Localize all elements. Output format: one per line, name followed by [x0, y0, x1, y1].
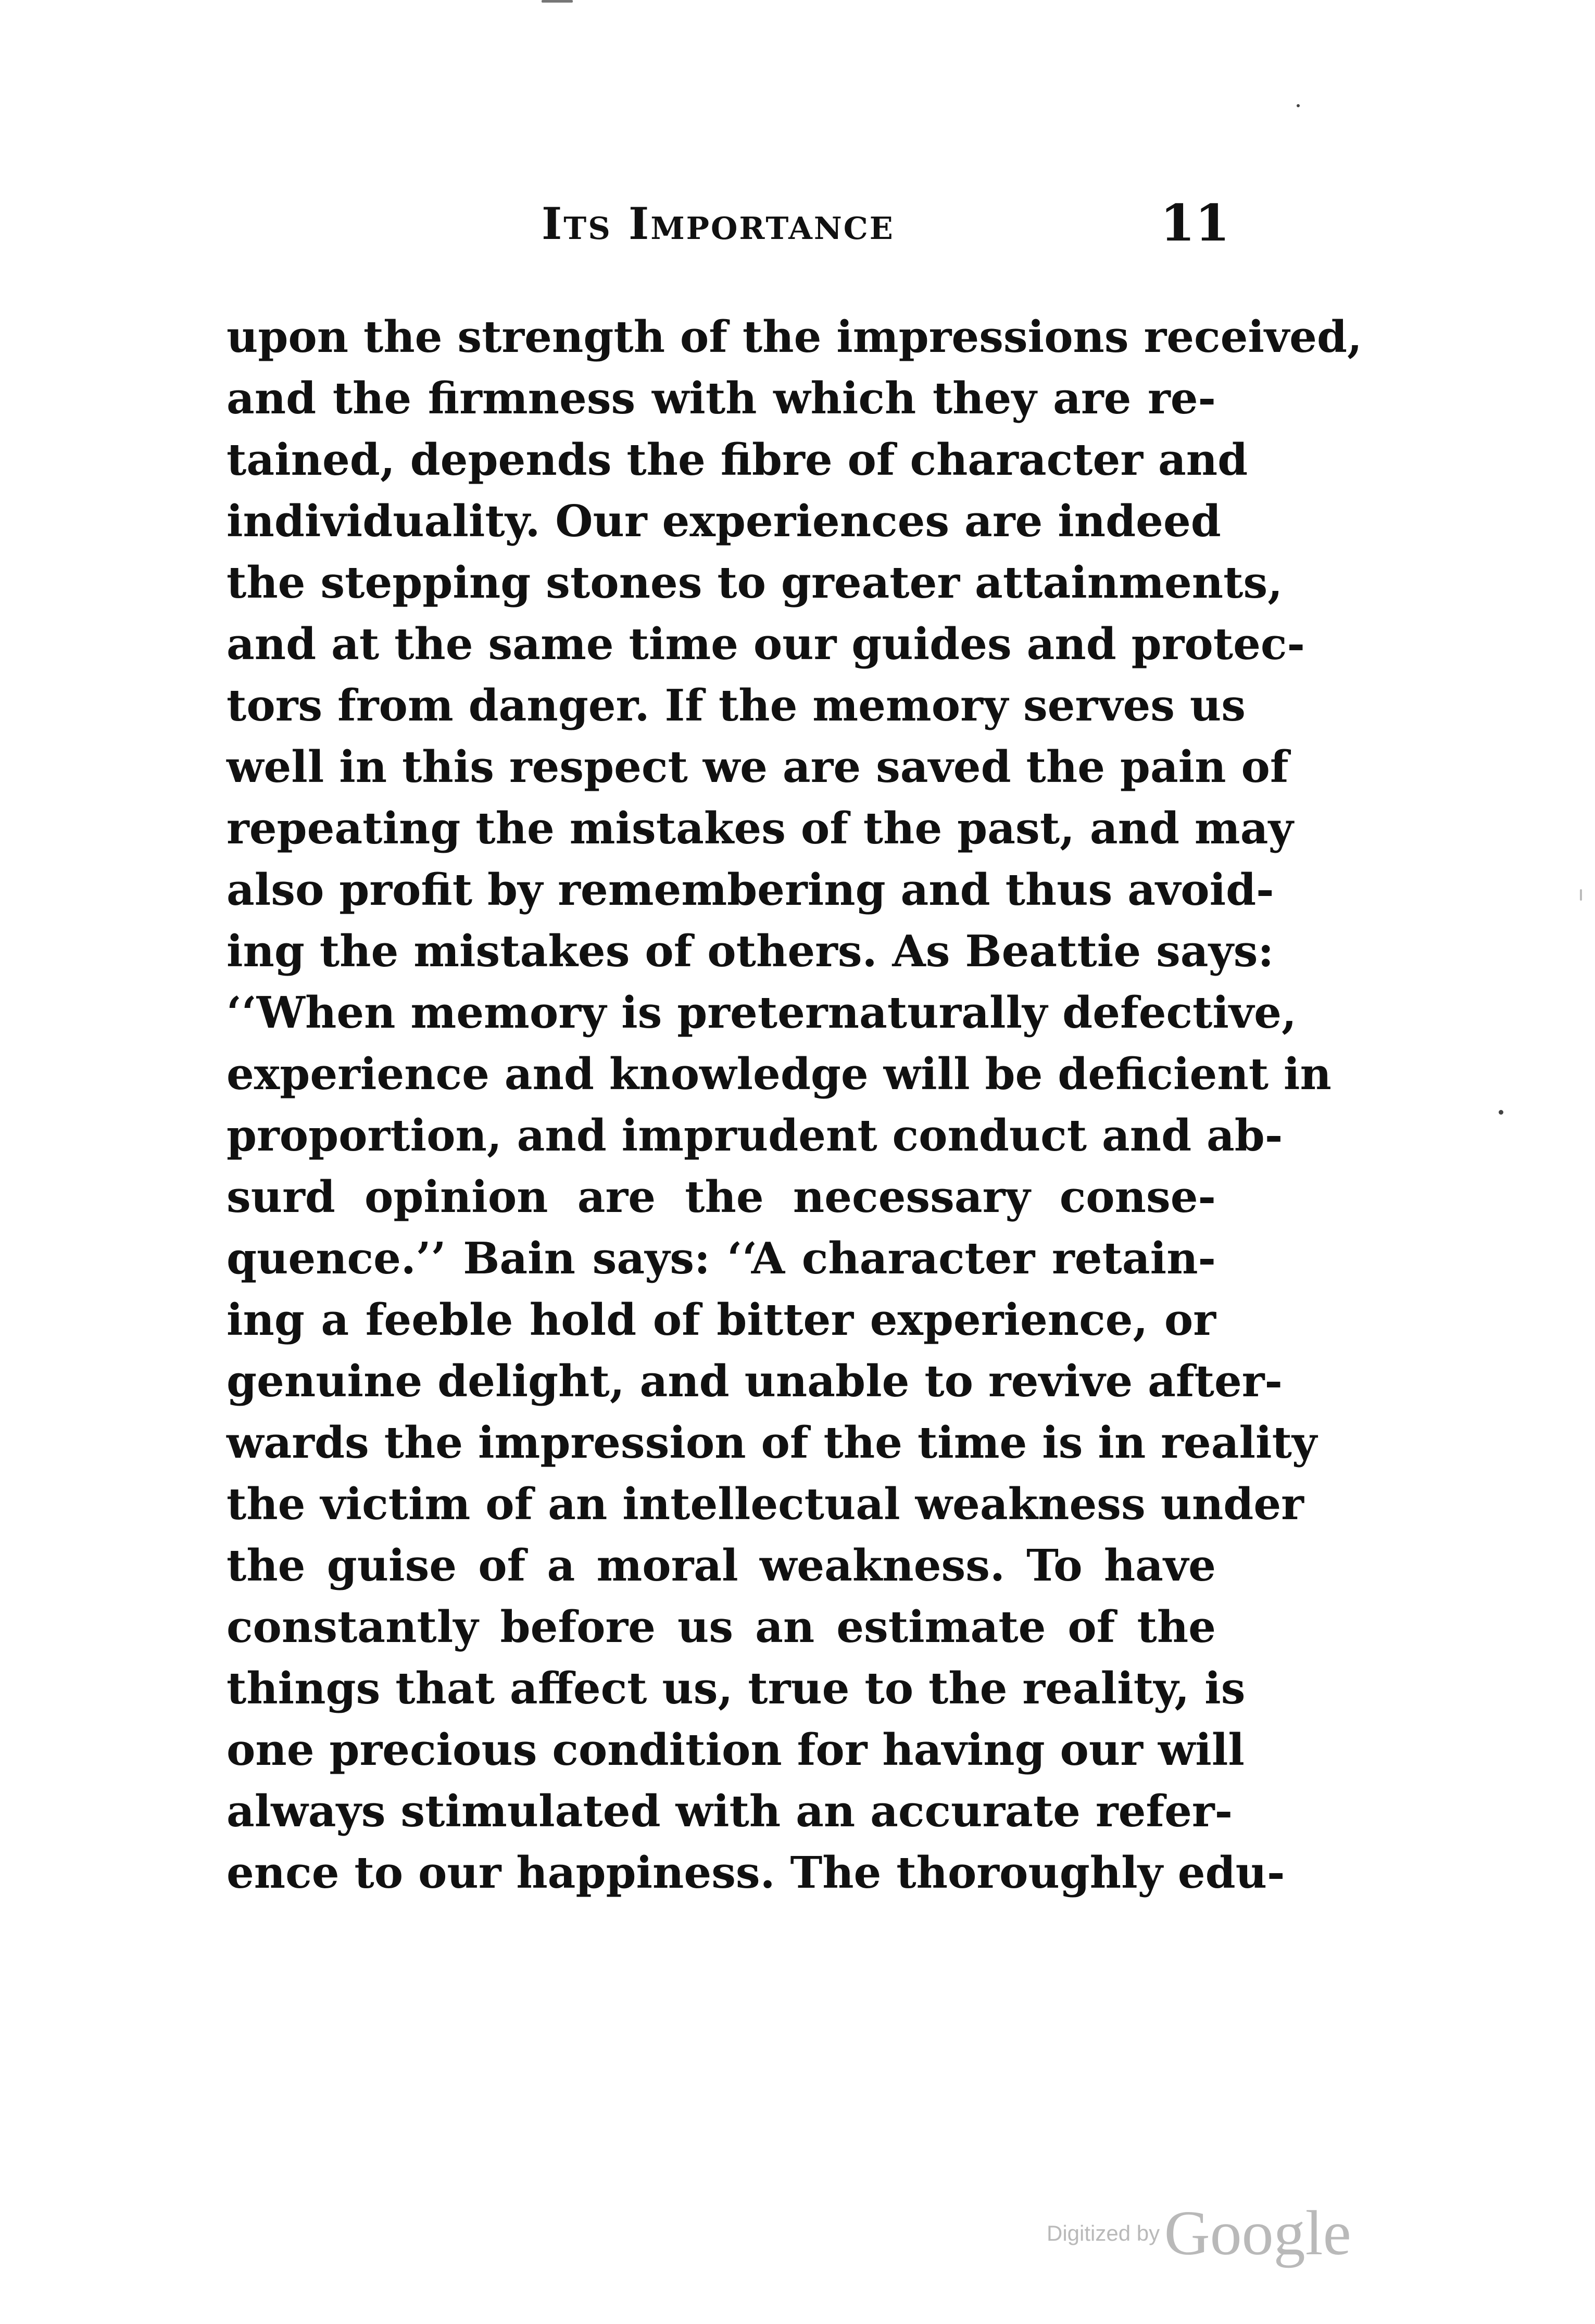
scan-speck: [1499, 1110, 1503, 1115]
text-line: proportion, and imprudent conduct and ab-: [227, 1110, 1283, 1161]
page-number: 11: [1160, 194, 1230, 252]
text-line: genuine delight, and unable to revive after-: [227, 1356, 1283, 1407]
text-line: one precious condition for having our will: [227, 1724, 1245, 1775]
google-logo: Google: [1164, 2198, 1351, 2268]
text-line: and at the same time our guides and protec-: [227, 618, 1305, 670]
text-line: things that affect us, true to the reality, is: [227, 1663, 1246, 1714]
text-line: surd opinion are the necessary conse-: [227, 1171, 1216, 1222]
text-line: tors from danger. If the memory serves us: [227, 680, 1246, 731]
text-line: tained, depends the fibre of character and: [227, 434, 1248, 485]
text-line: ‘‘When memory is preternaturally defective,: [227, 987, 1297, 1038]
text-line: ing the mistakes of others. As Beattie says:: [227, 926, 1274, 977]
text-line: repeating the mistakes of the past, and may: [227, 803, 1293, 854]
text-line: upon the strength of the impressions received,: [227, 311, 1362, 362]
text-line: well in this respect we are saved the pain of: [227, 741, 1289, 792]
text-line: the guise of a moral weakness. To have: [227, 1540, 1216, 1591]
text-line: always stimulated with an accurate refer-: [227, 1786, 1233, 1837]
text-line: wards the impression of the time is in reality: [227, 1417, 1317, 1468]
text-line: constantly before us an estimate of the: [227, 1601, 1216, 1652]
digitized-by-google-watermark: [1047, 2197, 1351, 2270]
body-text: [227, 306, 1362, 1903]
running-head: Its Importance: [542, 198, 895, 249]
text-line: ence to our happiness. The thoroughly edu-: [227, 1847, 1285, 1898]
text-line: the stepping stones to greater attainments,: [227, 557, 1283, 608]
watermark-digitized-label: Digitized by: [1047, 2221, 1160, 2245]
scan-speck: [1580, 889, 1582, 901]
text-line: ing a feeble hold of bitter experience, or: [227, 1294, 1216, 1345]
text-line: quence.’’ Bain says: ‘‘A character retain-: [227, 1233, 1216, 1284]
scan-speck: [542, 0, 573, 3]
text-line: the victim of an intellectual weakness under: [227, 1479, 1304, 1530]
text-line: also profit by remembering and thus avoid-: [227, 864, 1274, 915]
scan-speck: [1297, 104, 1300, 107]
text-line: individuality. Our experiences are indeed: [227, 496, 1221, 547]
text-line: and the firmness with which they are re-: [227, 373, 1216, 424]
text-line: experience and knowledge will be deficient in: [227, 1049, 1332, 1100]
